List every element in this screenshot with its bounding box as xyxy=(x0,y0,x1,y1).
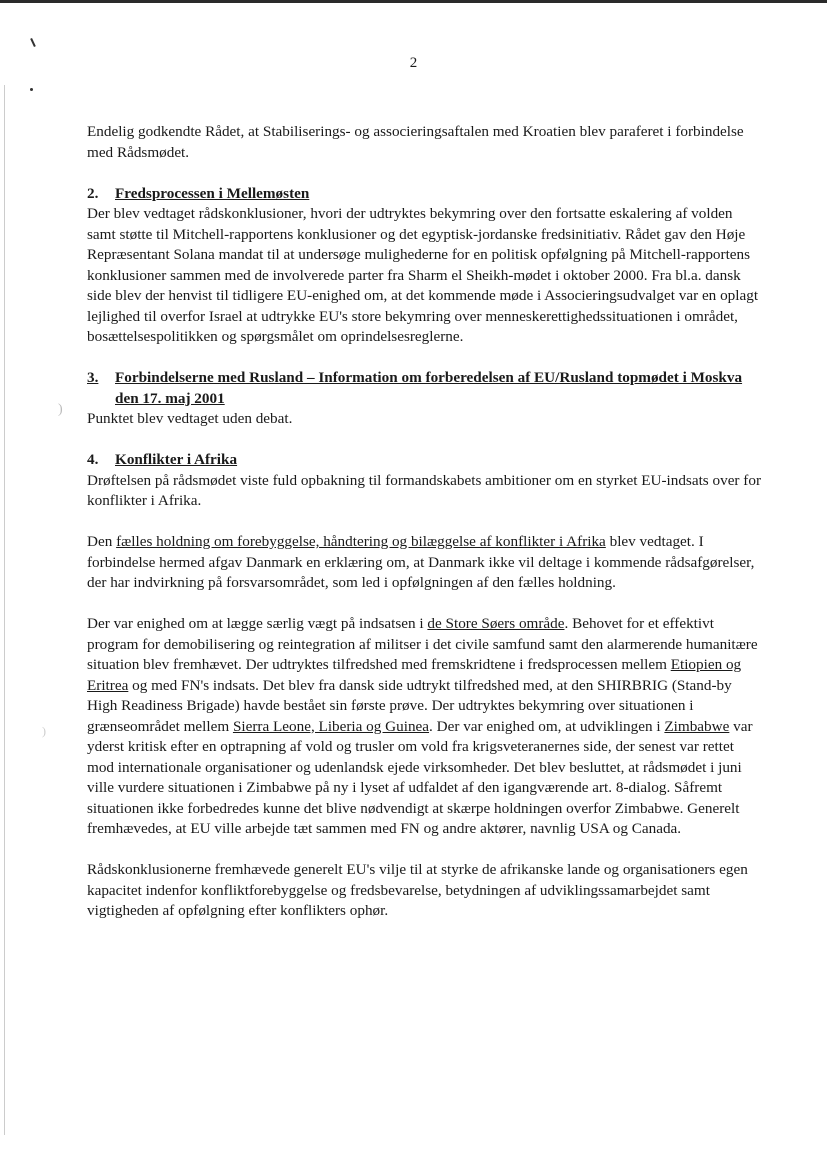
section-title: Konflikter i Afrika xyxy=(115,451,238,468)
scan-mark xyxy=(30,38,36,47)
text-run: blev vedtaget. I forbindelse hermed afgav Danmark en erklæring om, at Danmark ikke vil deltage i kommende rådsafgørelser, der har indvirkning på forsvarsområdet, som led i opfølgningen af den fælles holdning. xyxy=(87,533,755,591)
text-run: Den xyxy=(87,533,117,550)
scan-mark-paren: ) xyxy=(42,724,46,738)
text-run: . Behovet for et effektivt program for demobilisering og reintegration af militser i det civile samfund samt den alarmerende humanitære situation blev fremhævet. Der udtryktes tilfredshed med fremskridtene i fredsprocessen mellem xyxy=(87,615,758,673)
section-4-paragraph-1: Drøftelsen på rådsmødet viste fuld opbakning til formandskabets ambitioner om en styrket EU-indsats over for konflikter i Afrika. xyxy=(87,471,761,509)
section-2-body: Der blev vedtaget rådskonklusioner, hvori der udtryktes bekymring over den fortsatte eskalering af volden samt støtte til Mitchell-rapportens konklusioner og det egyptisk-jordanske fredsinitiativ. Rådet gav den Høje Repræsentant Solana mandat til at undersøge mulighederne for en politisk opfølgning på Mitchell-rapportens konklusioner sammen med de involverede parter fra Sharm el Sheikh-mødet i oktober 2000. Fra bl.a. dansk side blev der henvist til tidligere EU-enighed om, at det kommende møde i Associeringsudvalget var en oplagt lejlighed til overfor Israel at udtrykke EU's store bekymring over menneskerettighedssituationen i området, bosættelsespolitikken og spørgsmålet om oprindelsesreglerne. xyxy=(87,205,759,345)
section-number: 3. xyxy=(87,369,99,386)
section-3-body: Punktet blev vedtaget uden debat. xyxy=(87,410,293,427)
section-title: Fredsprocessen i Mellemøsten xyxy=(115,184,310,202)
section-heading-4 xyxy=(87,450,762,471)
section-4-paragraph-3 xyxy=(87,614,762,840)
scan-left-edge xyxy=(4,85,5,1135)
link-etiopien-eritrea[interactable]: Etiopien og Eritrea xyxy=(87,656,742,694)
link-faelles-holdning[interactable]: fælles holdning om forebyggelse, håndtering og bilæggelse af konflikter i Afrika xyxy=(116,533,606,550)
link-store-soers-omraade[interactable]: de Store Søers område xyxy=(427,615,565,632)
section-number: 2. xyxy=(87,184,99,202)
intro-paragraph: Endelig godkendte Rådet, at Stabiliserings- og associeringsaftalen med Kroatien blev paraferet i forbindelse med Rådsmødet. xyxy=(87,123,744,161)
section-4-paragraph-4: Rådskonklusionerne fremhævede generelt EU's vilje til at styrke de afrikanske lande og organisationers egen kapacitet indenfor konfliktforebyggelse og fredsbevarelse, betydningen af udviklingssamarbejdet samt vigtigheden af opfølgning efter konflikters ophør. xyxy=(87,861,748,919)
link-zimbabwe[interactable]: Zimbabwe xyxy=(664,717,730,735)
text-run: og med FN's indsats. Det blev fra dansk side udtrykt tilfredshed med, at den SHIRBRIG (Stand-by High Readiness Brigade) havde bestået sin første prøve. Der udtryktes bekymring over situationen i grænseområdet mellem xyxy=(87,676,732,735)
section-number: 4. xyxy=(87,451,99,468)
page-number: 2 xyxy=(409,55,418,71)
section-heading-2 xyxy=(87,184,762,205)
scan-dot xyxy=(30,88,33,91)
scan-mark-paren: ) xyxy=(58,402,63,417)
section-heading-3 xyxy=(87,368,762,409)
text-run: Der var enighed om at lægge særlig vægt på indsatsen i xyxy=(87,615,428,632)
section-title: Forbindelserne med Rusland – Information om forberedelsen af EU/Rusland topmødet i Moskva den 17. maj 2001 xyxy=(115,369,743,407)
page-top-border xyxy=(0,0,827,3)
link-sierra-leone-liberia-guinea[interactable]: Sierra Leone, Liberia og Guinea xyxy=(232,717,430,735)
text-run: . Der var enighed om, at udviklingen i xyxy=(429,717,665,735)
text-run: var yderst kritisk efter en optrapning af vold og trusler om vold fra krigsveteranernes side, der senest var rettet mod internationale organisationer og udenlandsk ejede virksomheder. Det blev besluttet, at rådsmødet i juni ville vurdere situationen i Zimbabwe på ny i lyset af udfaldet af den igangværende art. 8-dialog. Såfremt situationen ikke forbedredes kunne det blive nødvendigt at skærpe holdningen overfor Zimbabwe. Generelt fremhævedes, at EU ville arbejde tæt sammen med FN og andre aktører, navnlig USA og Canada. xyxy=(87,717,753,837)
document-body xyxy=(87,122,762,922)
section-4-paragraph-2 xyxy=(87,532,762,594)
